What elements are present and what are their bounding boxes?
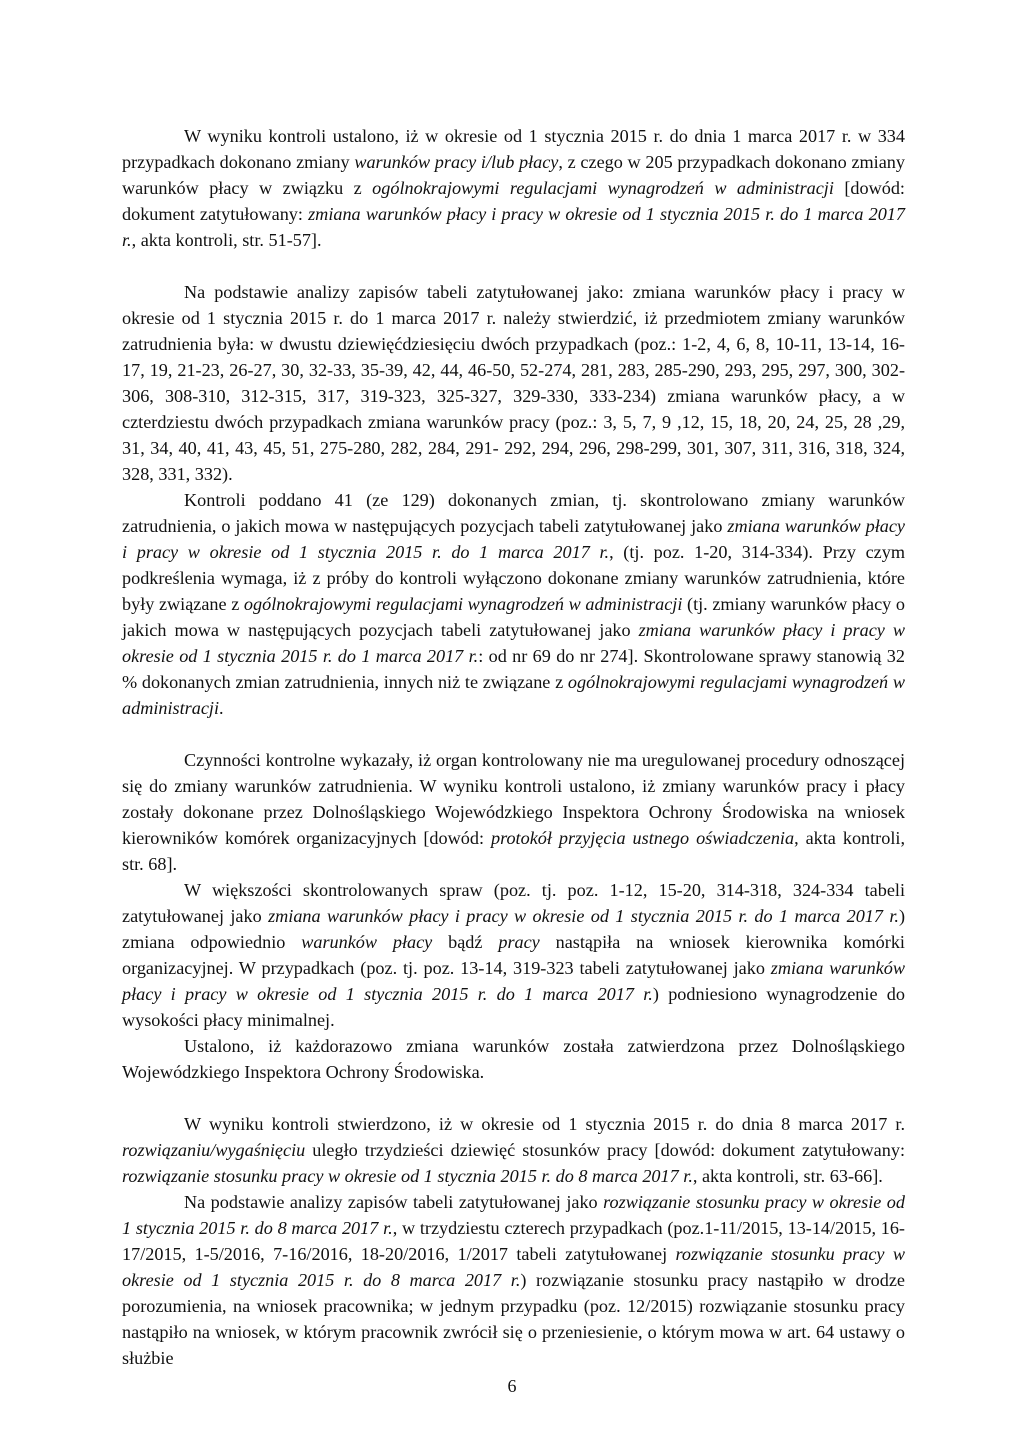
text-run: , (tj. poz. 1-20, 314-334). Przy czym podkreślenia wymaga, iż z próby do kontroli wyłączono dokonane zmiany warunków zatrudnienia, które były związane z bbox=[122, 542, 905, 614]
text-run: , w trzydziestu czterech przypadkach (poz.1-11/2015, 13-14/2015, 16-17/2015, 1-5/2016, 7-16/2016, 18-20/2016, 1/2017 tabeli zatytułowanej bbox=[122, 1218, 905, 1264]
italic-text: zmiana warunków płacy i pracy w okresie od 1 stycznia 2015 r. do 1 marca 2017 r. bbox=[268, 906, 899, 926]
text-run: Na podstawie analizy zapisów tabeli zatytułowanej jako bbox=[184, 1192, 604, 1212]
paragraph bbox=[122, 487, 905, 721]
italic-text: zmiana warunków płacy i pracy w okresie od 1 stycznia 2015 r. do 1 marca 2017 r. bbox=[122, 516, 905, 562]
text-run: Na podstawie analizy zapisów tabeli zatytułowanej jako: zmiana warunków płacy i pracy w okresie od 1 stycznia 2015 r. do 1 marca 2017 r. należy stwierdzić, iż przedmiotem zmiany warunków zatrudnienia była: w dwustu dziewięćdziesięciu dwóch przypadkach (poz.: 1-2, 4, 6, 8, 10-11, 13-14, 16-17, 19, 21-23, 26-27, 30, 32-33, 35-39, 42, 44, 46-50, 52-274, 281, 283, 285-290, 293, 295, 297, 300, 302-306, 308-310, 312-315, 317, 319-323, 325-327, 329-330, 333-234) zmiana warunków płacy, a w czterdziestu dwóch przypadkach zmiana warunków pracy (poz.: 3, 5, 7, 9 ,12, 15, 18, 20, 24, 25, 28 ,29, 31, 34, 40, 41, 43, 45, 51, 275-280, 282, 284, 291- 292, 294, 296, 298-299, 301, 307, 311, 316, 318, 324, 328, 331, 332). bbox=[122, 282, 905, 484]
paragraph bbox=[122, 747, 905, 877]
paragraph bbox=[122, 1033, 905, 1085]
text-run: , akta kontroli, str. 63-66]. bbox=[692, 1166, 883, 1186]
paragraph bbox=[122, 877, 905, 1033]
italic-text: rozwiązanie stosunku pracy w okresie od 1 stycznia 2015 r. do 8 marca 2017 r. bbox=[122, 1192, 905, 1238]
italic-text: pracy bbox=[498, 932, 540, 952]
italic-text: ogólnokrajowymi regulacjami wynagrodzeń w administracji bbox=[372, 178, 834, 198]
italic-text: zmiana warunków płacy i pracy w okresie od 1 stycznia 2015 r. do 1 marca 2017 r. bbox=[122, 958, 905, 1004]
paragraph bbox=[122, 1111, 905, 1189]
text-run: Kontroli poddano 41 (ze 129) dokonanych zmian, tj. skontrolowano zmiany warunków zatrudnienia, o jakich mowa w następujących pozycjach tabeli zatytułowanej jako bbox=[122, 490, 905, 536]
paragraph-gap bbox=[122, 1085, 905, 1111]
text-run: nastąpiła na wniosek kierownika komórki organizacyjnej. W przypadkach (poz. tj. poz. 13-14, 319-323 tabeli zatytułowanej jako bbox=[122, 932, 905, 978]
italic-text: zmiana warunków płacy i pracy w okresie od 1 stycznia 2015 r. do 1 marca 2017 r. bbox=[122, 620, 905, 666]
text-run: Ustalono, iż każdorazowo zmiana warunków została zatwierdzona przez Dolnośląskiego Wojewódzkiego Inspektora Ochrony Środowiska. bbox=[122, 1036, 905, 1082]
italic-text: zmiana warunków płacy i pracy w okresie od 1 stycznia 2015 r. do 1 marca 2017 r. bbox=[122, 204, 905, 250]
italic-text: warunków płacy bbox=[301, 932, 433, 952]
text-run: (tj. zmiany warunków płacy o jakich mowa w następujących pozycjach tabeli zatytułowanej jako bbox=[122, 594, 905, 640]
paragraph bbox=[122, 279, 905, 487]
paragraph bbox=[122, 123, 905, 253]
paragraph bbox=[122, 1189, 905, 1371]
text-run: : od nr 69 do nr 274]. Skontrolowane sprawy stanowią 32 % dokonanych zmian zatrudnienia, innych niż te związane z bbox=[122, 646, 905, 692]
text-run: . bbox=[219, 698, 224, 718]
text-run: uległo trzydzieści dziewięć stosunków pracy [dowód: dokument zatytułowany: bbox=[305, 1140, 905, 1160]
page-number: 6 bbox=[507, 1376, 517, 1396]
text-run: , akta kontroli, str. 51-57]. bbox=[131, 230, 322, 250]
text-run: Czynności kontrolne wykazały, iż organ kontrolowany nie ma uregulowanej procedury odnoszącej się do zmiany warunków zatrudnienia. W wyniku kontroli ustalono, iż zmiany warunków pracy i płacy zostały dokonane przez Dolnośląskiego Wojewódzkiego Inspektora Ochrony Środowiska na wniosek kierowników komórek organizacyjnych [dowód: bbox=[122, 750, 905, 848]
text-run: , z czego w 205 przypadkach dokonano zmiany warunków płacy w związku z bbox=[122, 152, 905, 198]
italic-text: protokół przyjęcia ustnego oświadczenia bbox=[490, 828, 795, 848]
italic-text: rozwiązaniu/wygaśnięciu bbox=[122, 1140, 306, 1160]
text-run: ) podniesiono wynagrodzenie do wysokości płacy minimalnej. bbox=[122, 984, 905, 1030]
text-run: W wyniku kontroli ustalono, iż w okresie od 1 stycznia 2015 r. do dnia 1 marca 2017 r. w 334 przypadkach dokonano zmiany bbox=[122, 126, 905, 172]
text-run: bądź bbox=[432, 932, 499, 952]
text-run: , akta kontroli, str. 68]. bbox=[122, 828, 905, 874]
text-run: [dowód: dokument zatytułowany: bbox=[122, 178, 905, 224]
italic-text: warunków pracy i/lub płacy bbox=[354, 152, 559, 172]
paragraph-gap bbox=[122, 253, 905, 279]
text-run: W większości skontrolowanych spraw (poz. tj. poz. 1-12, 15-20, 314-318, 324-334 tabeli zatytułowanej jako bbox=[122, 880, 905, 926]
document-body bbox=[122, 123, 905, 1371]
italic-text: rozwiązanie stosunku pracy w okresie od 1 stycznia 2015 r. do 8 marca 2017 r. bbox=[122, 1166, 693, 1186]
text-run: ) rozwiązanie stosunku pracy nastąpiło w drodze porozumienia, na wniosek pracownika; w jednym przypadku (poz. 12/2015) rozwiązanie stosunku pracy nastąpiło na wniosek, w którym pracownik zwrócił się o przeniesienie, o którym mowa w art. 64 ustawy o służbie bbox=[122, 1270, 905, 1368]
text-run: W wyniku kontroli stwierdzono, iż w okresie od 1 stycznia 2015 r. do dnia 8 marca 2017 r. bbox=[184, 1114, 905, 1134]
paragraph-gap bbox=[122, 721, 905, 747]
text-run: ) zmiana odpowiednio bbox=[122, 906, 906, 952]
italic-text: ogólnokrajowymi regulacjami wynagrodzeń w administracji bbox=[243, 594, 683, 614]
italic-text: ogólnokrajowymi regulacjami wynagrodzeń w administracji bbox=[122, 672, 905, 718]
italic-text: rozwiązanie stosunku pracy w okresie od 1 stycznia 2015 r. do 8 marca 2017 r. bbox=[122, 1244, 905, 1290]
